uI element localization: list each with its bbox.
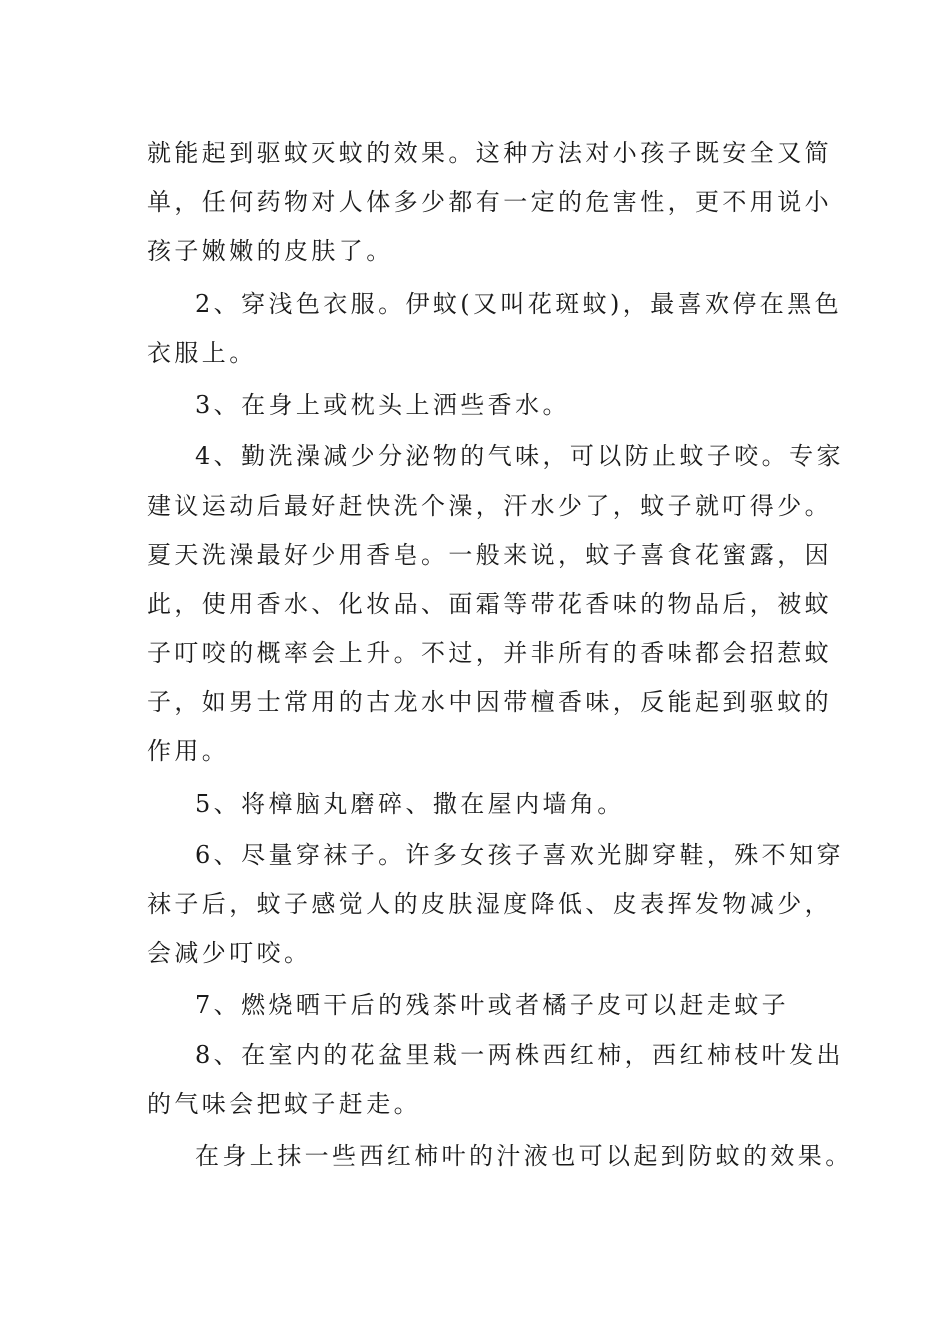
text-line: 子叮咬的概率会上升。不过，并非所有的香味都会招惹蚊 [147,639,832,667]
closing-line: 在身上抹一些西红柿叶的汁液也可以起到防蚊的效果。 [195,1142,853,1170]
text-line: 会减少叮咬。 [147,939,312,967]
text-line: 建议运动后最好赶快洗个澡，汗水少了，蚊子就叮得少。 [147,492,832,520]
text-line: 就能起到驱蚊灭蚊的效果。这种方法对小孩子既安全又简 [147,139,832,167]
text-line: 夏天洗澡最好少用香皂。一般来说，蚊子喜食花蜜露，因 [147,541,832,569]
text-line: 袜子后，蚊子感觉人的皮肤湿度降低、皮表挥发物减少， [147,890,832,918]
text-line: 单，任何药物对人体多少都有一定的危害性，更不用说小 [147,188,832,216]
list-item-4-line: 4、勤洗澡减少分泌物的气味，可以防止蚊子咬。专家 [195,442,844,470]
text-line: 衣服上。 [147,339,257,367]
list-item-7-line: 7、燃烧晒干后的残茶叶或者橘子皮可以赶走蚊子 [195,991,790,1019]
list-item-2-line: 2、穿浅色衣服。伊蚊(又叫花斑蚊)，最喜欢停在黑色 [195,290,842,318]
text-line: 此，使用香水、化妆品、面霜等带花香味的物品后，被蚊 [147,590,832,618]
text-line: 的气味会把蚊子赶走。 [147,1090,421,1118]
text-line: 孩子嫩嫩的皮肤了。 [147,237,394,265]
list-item-5-line: 5、将樟脑丸磨碎、撒在屋内墙角。 [195,790,625,818]
text-line: 作用。 [147,737,230,765]
list-item-3-line: 3、在身上或枕头上洒些香水。 [195,391,570,419]
text-line: 子，如男士常用的古龙水中因带檀香味，反能起到驱蚊的 [147,688,832,716]
list-item-8-line: 8、在室内的花盆里栽一两株西红柿，西红柿枝叶发出 [195,1041,844,1069]
list-item-6-line: 6、尽量穿袜子。许多女孩子喜欢光脚穿鞋，殊不知穿 [195,841,844,869]
